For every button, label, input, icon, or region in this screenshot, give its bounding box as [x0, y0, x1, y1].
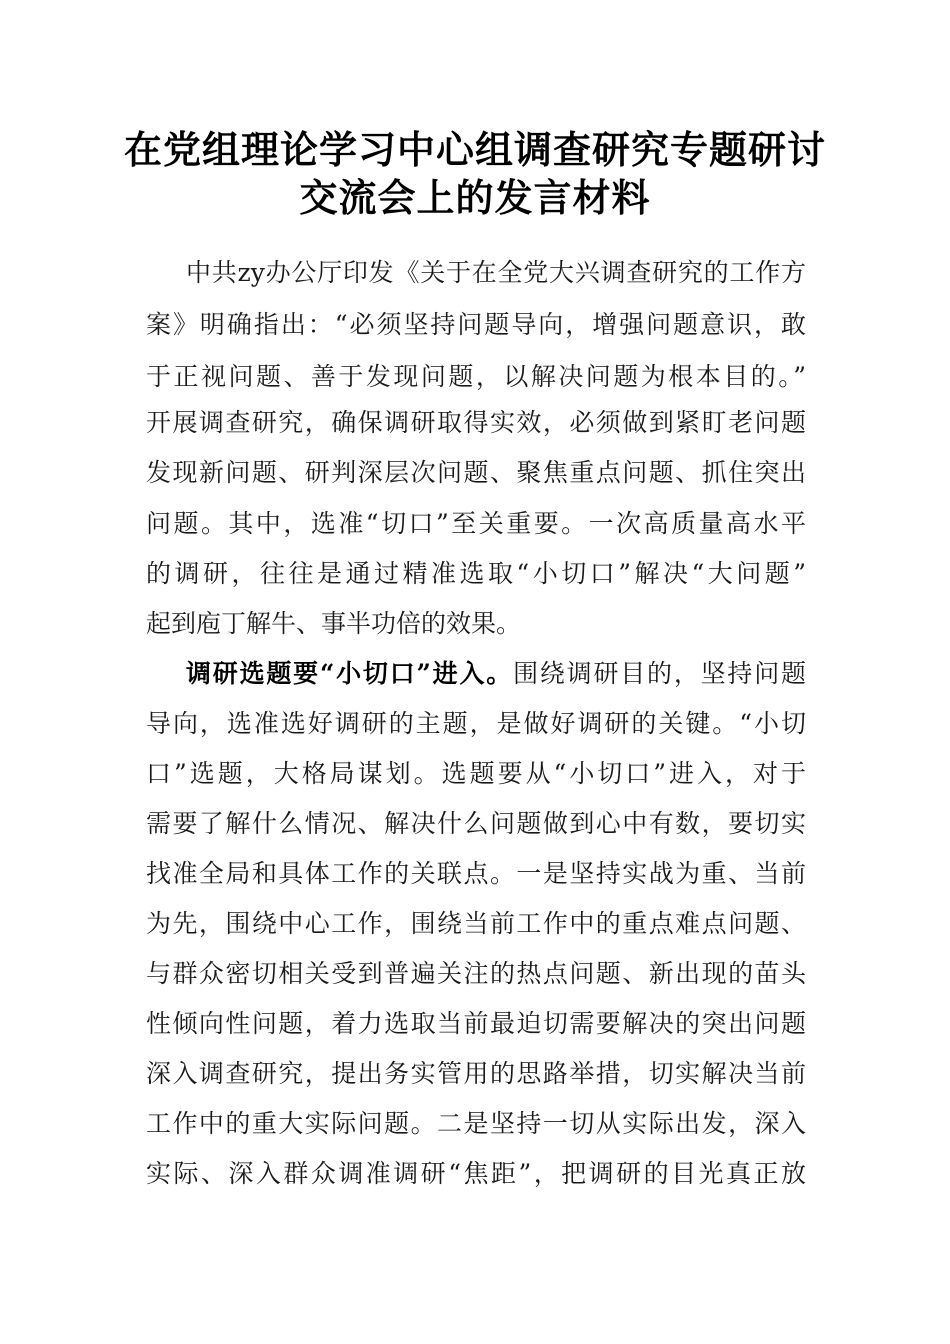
paragraph-2-line-4: 需要了解什么情况、解决什么问题做到心中有数，要切实 — [146, 809, 806, 838]
paragraph-1-line-2: 案》明确指出：“必须坚持问题导向，增强问题意识，敢 — [146, 310, 806, 339]
paragraph-2-line-3: 口”选题，大格局谋划。选题要从“小切口”进入，对于 — [146, 759, 806, 788]
paragraph-1-line-8: 起到庖丁解牛、事半功倍的效果。 — [146, 609, 522, 638]
paragraph-2-line-10: 工作中的重大实际问题。二是坚持一切从实际出发，深入 — [146, 1109, 806, 1138]
paragraph-2-line-1-rest: 围绕调研目的，坚持问题 — [513, 659, 806, 688]
paragraph-2-heading: 调研选题要“小切口”进入。 — [186, 659, 514, 688]
paragraph-2-line-2: 导向，选准选好调研的主题，是做好调研的关键。“小切 — [146, 709, 806, 738]
paragraph-2-line-5: 找准全局和具体工作的关联点。一是坚持实战为重、当前 — [146, 859, 806, 888]
document-title-line-2: 交流会上的发言材料 — [299, 175, 651, 220]
document-title-line-1: 在党组理论学习中心组调查研究专题研讨 — [123, 127, 826, 172]
paragraph-2-line-11: 实际、深入群众调准调研“焦距”，把调研的目光真正放 — [146, 1159, 806, 1188]
paragraph-2-line-8: 性倾向性问题，着力选取当前最迫切需要解决的突出问题 — [146, 1009, 806, 1038]
paragraph-1-line-6: 问题。其中，选准“切口”至关重要。一次高质量高水平 — [146, 509, 806, 538]
paragraph-1-line-1: 中共zy办公厅印发《关于在全党大兴调查研究的工作方 — [186, 258, 806, 287]
paragraph-1-line-4: 开展调查研究，确保调研取得实效，必须做到紧盯老问题 — [146, 408, 806, 437]
paragraph-1-line-7: 的调研，往往是通过精准选取“小切口”解决“大问题” — [146, 559, 806, 588]
paragraph-2-line-6: 为先，围绕中心工作，围绕当前工作中的重点难点问题、 — [146, 909, 806, 938]
paragraph-1-line-5: 发现新问题、研判深层次问题、聚焦重点问题、抓住突出 — [146, 458, 806, 487]
paragraph-2-line-7: 与群众密切相关受到普遍关注的热点问题、新出现的苗头 — [146, 959, 806, 988]
paragraph-2-line-1 — [186, 657, 806, 691]
paragraph-1-line-3: 于正视问题、善于发现问题，以解决问题为根本目的。” — [146, 362, 806, 391]
paragraph-2-line-9: 深入调查研究，提出务实管用的思路举措，切实解决当前 — [146, 1059, 806, 1088]
